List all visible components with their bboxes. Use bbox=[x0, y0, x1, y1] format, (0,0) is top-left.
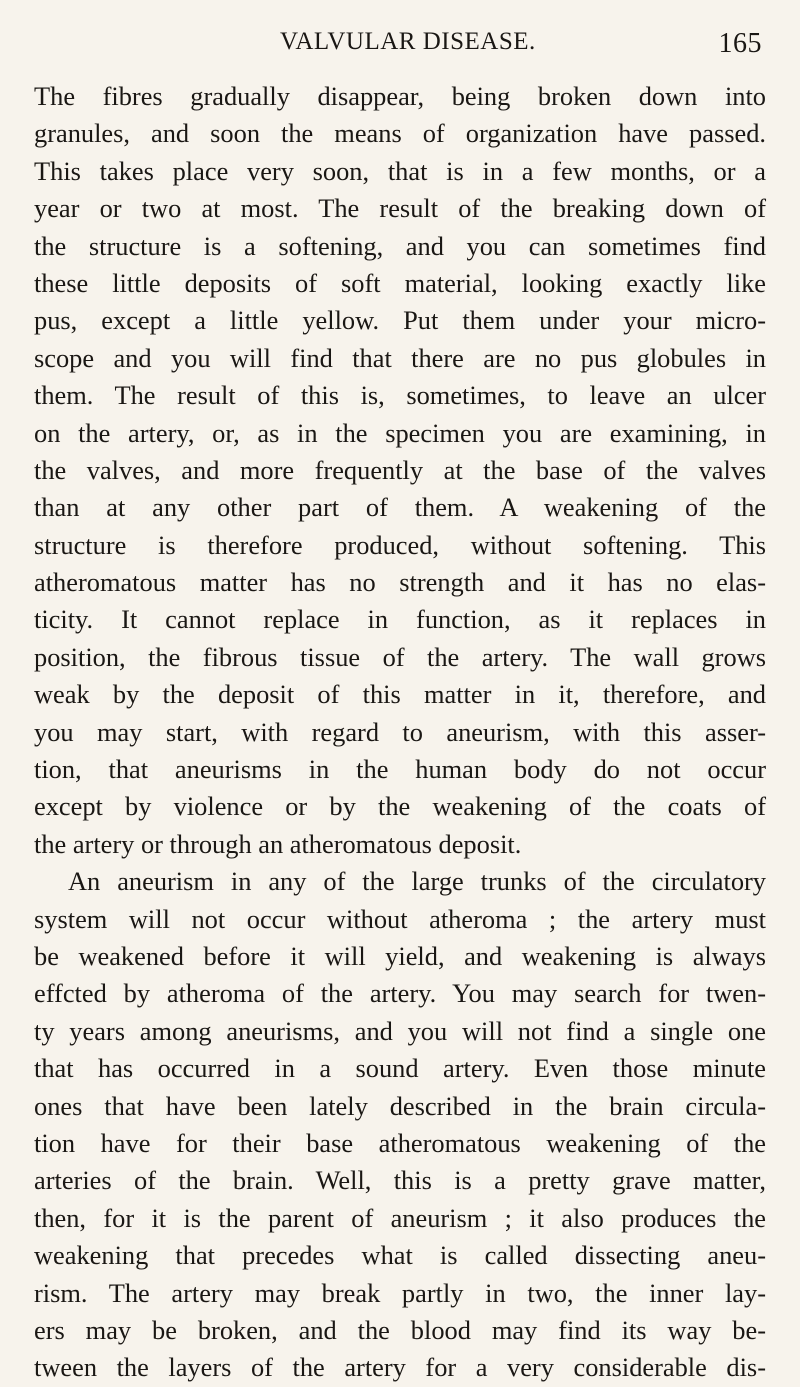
text-line: on the artery, or, as in the specimen you are examining, in bbox=[34, 417, 766, 448]
text-line: system will not occur without atheroma ; the artery must bbox=[34, 903, 766, 934]
text-line: except by violence or by the weakening of the coats of bbox=[34, 791, 766, 822]
text-line: The fibres gradually disappear, being broken down into bbox=[34, 81, 766, 111]
text-line: be weakened before it will yield, and weakening is always bbox=[34, 940, 766, 971]
text-line: tween the layers of the artery for a very considerable dis- bbox=[34, 1352, 766, 1383]
text-line: arteries of the brain. Well, this is a pretty grave matter, bbox=[34, 1165, 766, 1196]
text-line: the artery or through an atheromatous deposit. bbox=[34, 828, 522, 859]
chapter-title: VALVULAR DISEASE. bbox=[280, 28, 536, 55]
body-text bbox=[34, 78, 766, 1387]
text-line: these little deposits of soft material, looking exactly like bbox=[34, 267, 766, 298]
running-head bbox=[280, 28, 790, 66]
text-line: ones that have been lately described in the brain circula- bbox=[34, 1090, 766, 1121]
text-line: This takes place very soon, that is in a few months, or a bbox=[34, 155, 766, 186]
text-line: tion have for their base atheromatous weakening of the bbox=[34, 1127, 766, 1158]
text-line: scope and you will find that there are no pus globules in bbox=[34, 342, 766, 373]
text-line: structure is therefore produced, without softening. This bbox=[34, 529, 766, 560]
text-line: them. The result of this is, sometimes, to leave an ulcer bbox=[34, 380, 766, 411]
text-line: weakening that precedes what is called dissecting aneu- bbox=[34, 1240, 766, 1271]
text-line: than at any other part of them. A weakening of the bbox=[34, 492, 766, 523]
text-line: year or two at most. The result of the breaking down of bbox=[34, 193, 766, 224]
text-line: the structure is a softening, and you can sometimes find bbox=[34, 230, 766, 261]
text-line: ticity. It cannot replace in function, as it replaces in bbox=[34, 604, 766, 635]
text-line: pus, except a little yellow. Put them under your micro- bbox=[34, 305, 766, 336]
text-line: ty years among aneurisms, and you will not find a single one bbox=[34, 1015, 766, 1046]
text-line: tion, that aneurisms in the human body do not occur bbox=[34, 754, 766, 785]
text-line: ers may be broken, and the blood may find its way be- bbox=[34, 1314, 766, 1345]
text-line: position, the fibrous tissue of the artery. The wall grows bbox=[34, 641, 766, 672]
text-line: that has occurred in a sound artery. Even those minute bbox=[34, 1053, 766, 1084]
text-line: weak by the deposit of this matter in it, therefore, and bbox=[34, 679, 766, 710]
page-number: 165 bbox=[718, 28, 762, 59]
text-line: the valves, and more frequently at the base of the valves bbox=[34, 454, 766, 485]
text-line: effcted by atheroma of the artery. You may search for twen- bbox=[34, 978, 766, 1009]
text-line: atheromatous matter has no strength and it has no elas- bbox=[34, 567, 766, 598]
text-line: then, for it is the parent of aneurism ; it also produces the bbox=[34, 1202, 766, 1233]
text-line: An aneurism in any of the large trunks of the circulatory bbox=[68, 866, 766, 897]
text-line: you may start, with regard to aneurism, with this asser- bbox=[34, 716, 766, 747]
text-line: granules, and soon the means of organization have passed. bbox=[34, 118, 766, 149]
text-line: rism. The artery may break partly in two, the inner lay- bbox=[34, 1277, 766, 1308]
